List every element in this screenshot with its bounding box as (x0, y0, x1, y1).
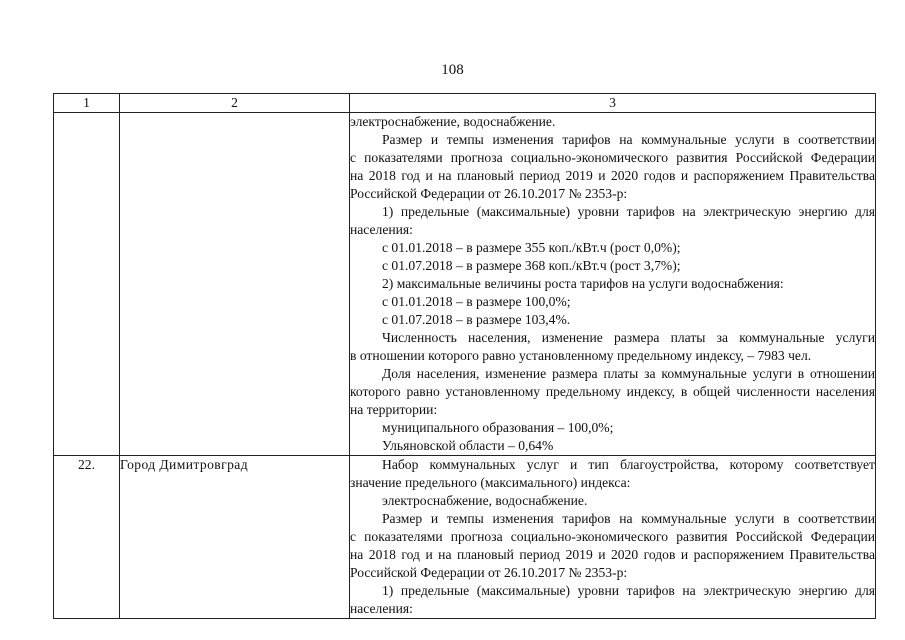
table-row (54, 456, 876, 619)
text-line: 1) предельные (максимальные) уровни тарифов на электрическую энергию для (382, 583, 875, 598)
text-line: на 2018 год и на плановый период 2019 и 2020 годов и распоряжением Правительства (350, 547, 875, 562)
header-cell-description: 3 (350, 94, 876, 113)
row-number-cell (54, 113, 120, 456)
text-line: с показателями прогноза социально-экономического развития Российской Федерации (350, 150, 875, 165)
text-line: с 01.01.2018 – в размере 355 коп./кВт.ч (рост 0,0%); (382, 240, 681, 255)
page-number: 108 (441, 62, 464, 78)
municipality-name-cell: Город Димитровград (120, 456, 350, 619)
table-row (54, 113, 876, 456)
text-line: 1) предельные (максимальные) уровни тарифов на электрическую энергию для (382, 204, 875, 219)
text-line: Размер и темпы изменения тарифов на коммунальные услуги в соответствии (382, 511, 875, 526)
text-line: Набор коммунальных услуг и тип благоустройства, которому соответствует (382, 457, 875, 472)
text-line: электроснабжение, водоснабжение. (382, 493, 588, 508)
text-line: Российской Федерации от 26.10.2017 № 2353-р: (350, 565, 628, 580)
row-number-cell: 22. (54, 456, 120, 619)
text-line: Размер и темпы изменения тарифов на коммунальные услуги в соответствии (382, 132, 875, 147)
text-line: 2) максимальные величины роста тарифов на услуги водоснабжения: (382, 276, 784, 291)
header-cell-name: 2 (120, 94, 350, 113)
text-line: муниципального образования – 100,0%; (382, 420, 614, 435)
text-line: с показателями прогноза социально-экономического развития Российской Федерации (350, 529, 875, 544)
text-line: с 01.07.2018 – в размере 368 коп./кВт.ч (рост 3,7%); (382, 258, 681, 273)
text-line: населения: (350, 601, 413, 616)
text-line: значение предельного (максимального) индекса: (350, 475, 631, 490)
text-line: на 2018 год и на плановый период 2019 и 2020 годов и распоряжением Правительства (350, 168, 875, 183)
description-cell (350, 113, 876, 456)
text-line: которого равно установленному предельному индексу, в общей численности населения (350, 384, 875, 399)
text-line: электроснабжение, водоснабжение. (350, 114, 556, 129)
text-line: с 01.07.2018 – в размере 103,4%. (382, 312, 571, 327)
text-line: населения: (350, 222, 413, 237)
header-cell-number: 1 (54, 94, 120, 113)
municipality-name-cell (120, 113, 350, 456)
text-line: Численность населения, изменение размера платы за коммунальные услуги (382, 330, 875, 345)
text-line: с 01.01.2018 – в размере 100,0%; (382, 294, 571, 309)
text-line: на территории: (350, 402, 438, 417)
description-cell (350, 456, 876, 619)
text-line: Ульяновской области – 0,64% (382, 438, 554, 453)
tariff-table (53, 93, 876, 619)
text-line: Доля населения, изменение размера платы за коммунальные услуги в отношении (382, 366, 875, 381)
text-line: в отношении которого равно установленному предельному индексу, – 7983 чел. (350, 348, 812, 363)
text-line: Российской Федерации от 26.10.2017 № 2353-р: (350, 186, 628, 201)
header-row (54, 94, 876, 113)
